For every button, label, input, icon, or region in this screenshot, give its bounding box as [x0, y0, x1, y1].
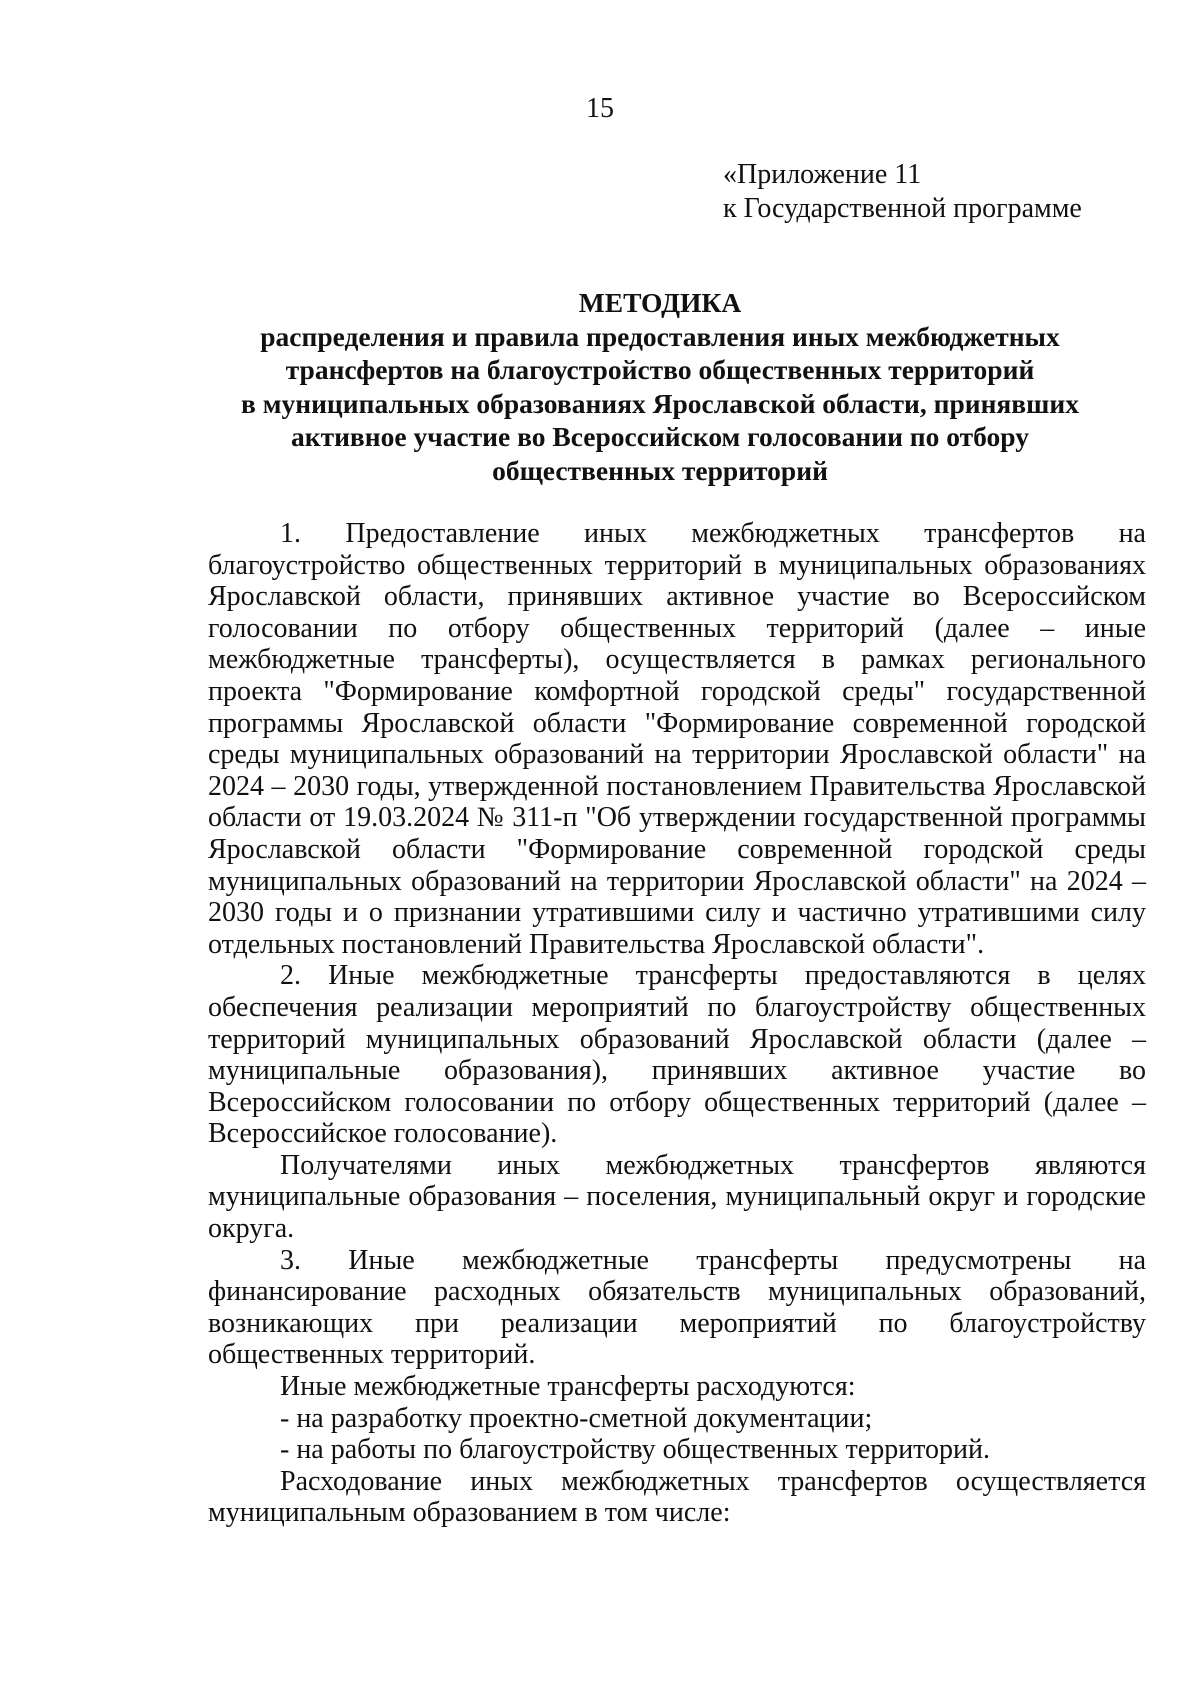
paragraph-3: 3. Иные межбюджетные трансферты предусмотрены на финансирование расходных обязательств муниципальных образований, возникающих при реализации мероприятий по благоустройству общественных территорий.: [208, 1244, 1146, 1371]
appendix-reference: [723, 158, 1082, 226]
title-main: МЕТОДИКА: [578, 287, 742, 318]
title-line: трансфертов на благоустройство общественных территорий: [285, 354, 1035, 385]
list-item: - на работы по благоустройству общественных территорий.: [280, 1434, 991, 1466]
appendix-line: «Приложение 11: [723, 159, 922, 190]
title-line: общественных территорий: [492, 454, 828, 486]
document-body: [208, 518, 1146, 1529]
document-title: [200, 286, 1120, 487]
list-item: - на разработку проектно-сметной документации;: [280, 1402, 873, 1434]
paragraph-usage-intro: Иные межбюджетные трансферты расходуются:: [280, 1371, 856, 1403]
paragraph-2: 2. Иные межбюджетные трансферты предоставляются в целях обеспечения реализации мероприятий по благоустройству общественных территорий муниципальных образований Ярославской области (далее – муниципальные образования), принявших активное участие во Всероссийском голосовании по отбору общественных территорий (далее – Всероссийское голосование).: [208, 960, 1146, 1150]
appendix-line: к Государственной программе: [723, 193, 1082, 224]
title-line: в муниципальных образованиях Ярославской области, принявших: [241, 387, 1079, 419]
title-line: распределения и правила предоставления иных межбюджетных: [260, 320, 1060, 352]
title-line: активное участие во Всероссийском голосовании по отбору: [290, 421, 1029, 452]
page-number: 15: [586, 93, 614, 124]
paragraph-spending: Расходование иных межбюджетных трансфертов осуществляется муниципальным образованием в том числе:: [208, 1465, 1146, 1529]
paragraph-recipients: Получателями иных межбюджетных трансфертов являются муниципальные образования – поселения, муниципальный округ и городские округа.: [208, 1149, 1146, 1245]
paragraph-1: 1. Предоставление иных межбюджетных трансфертов на благоустройство общественных территорий в муниципальных образованиях Ярославской области, принявших активное участие во Всероссийском голосовании по отбору общественных территорий (далее – иные межбюджетные трансферты), осуществляется в рамках регионального проекта "Формирование комфортной городской среды" государственной программы Ярославской области "Формирование современной городской среды муниципальных образований на территории Ярославской области" на 2024 – 2030 годы, утвержденной постановлением Правительства Ярославской области от 19.03.2024 № 311-п "Об утверждении государственной программы Ярославской области "Формирование современной городской среды муниципальных образований на территории Ярославской области" на 2024 – 2030 годы и о признании утратившими силу и частично утратившими силу отдельных постановлений Правительства Ярославской области".: [208, 518, 1146, 960]
